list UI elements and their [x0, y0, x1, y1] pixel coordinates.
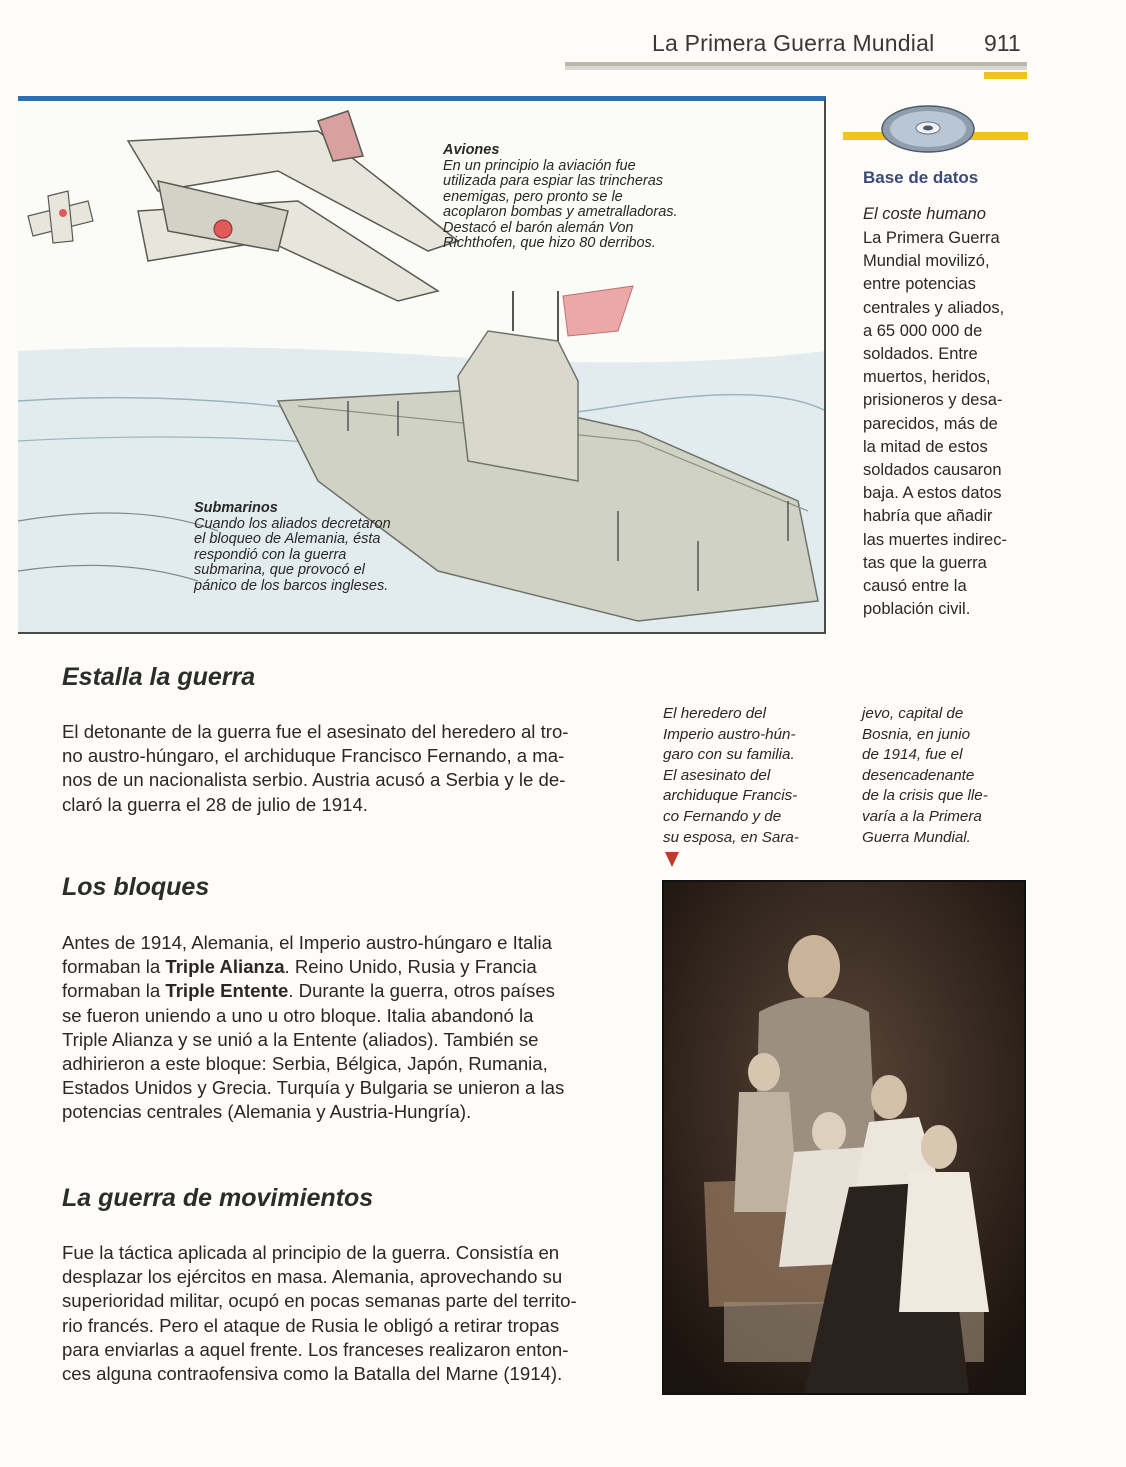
body-line: Antes de 1914, Alemania, el Imperio austro-húngaro e Italia	[62, 932, 552, 953]
body-line: adhirieron a este bloque: Serbia, Bélgica, Japón, Rumania,	[62, 1053, 548, 1075]
caption-line: archiduque Francis-	[663, 787, 798, 805]
family-photo-image	[664, 882, 1024, 1393]
body-line: potencias centrales (Alemania y Austria-Hungría).	[62, 1101, 472, 1123]
caption-line: Richthofen, que hizo 80 derribos.	[443, 235, 656, 251]
term-triple-alianza: Triple Alianza	[165, 956, 285, 978]
running-header-title: La Primera Guerra Mundial	[652, 30, 935, 56]
sidebar-line: causó entre la	[863, 577, 967, 596]
body-line: El detonante de la guerra fue el asesinato del heredero al tro-	[62, 721, 569, 742]
body-line: Triple Alianza y se unió a la Entente (aliados). También se	[62, 1028, 539, 1050]
section-title-estalla: Estalla la guerra	[62, 663, 256, 691]
caption-line: co Fernando y de	[663, 807, 782, 825]
body-line: desplazar los ejércitos en masa. Alemania, aprovechando su	[62, 1266, 563, 1288]
body-line: rio francés. Pero el ataque de Rusia le obligó a retirar tropas	[62, 1314, 560, 1336]
caption-line: el bloqueo de Alemania, ésta	[194, 531, 381, 547]
sidebar-line: la mitad de estos	[863, 437, 988, 456]
sidebar-subtitle: El coste humano	[863, 205, 986, 223]
illustration-panel	[18, 96, 826, 634]
body-line: no austro-húngaro, el archiduque Francisco Fernando, a ma-	[62, 745, 565, 767]
body-text-span: . Durante la guerra, otros países	[288, 980, 555, 1002]
caption-line: Guerra Mundial.	[862, 828, 971, 846]
sidebar-line: centrales y aliados,	[863, 298, 1005, 317]
caption-line: jevo, capital de	[862, 705, 964, 722]
body-line	[62, 979, 628, 1003]
caption-line: En un principio la aviación fue	[443, 157, 636, 174]
caption-line: su esposa, en Sara-	[663, 828, 799, 846]
caption-line: Cuando los aliados decretaron	[194, 515, 391, 532]
caption-line: varía a la Primera	[862, 807, 982, 825]
body-line: superioridad militar, ocupó en pocas semanas parte del territo-	[62, 1290, 577, 1312]
war-illustration	[18, 101, 826, 634]
body-line: ces alguna contraofensiva como la Batalla del Marne (1914).	[62, 1363, 563, 1385]
caption-line: Bosnia, en junio	[862, 725, 971, 743]
sidebar-line: soldados causaron	[863, 461, 1002, 480]
caption-aviones-title: Aviones	[443, 142, 500, 158]
body-line: para enviarlas a aquel frente. Los franceses realizaron enton-	[62, 1338, 569, 1360]
sidebar-line: las muertes indirec-	[863, 530, 1007, 549]
body-line: Fue la táctica aplicada al principio de la guerra. Consistía en	[62, 1242, 560, 1263]
body-line: nos de un nacionalista serbio. Austria acusó a Serbia y le de-	[62, 769, 566, 791]
caption-line: garo con su familia.	[663, 746, 795, 764]
caption-line: pánico de los barcos ingleses.	[194, 577, 389, 594]
body-line: Estados Unidos y Grecia. Turquía y Bulgaria se unieron a las	[62, 1077, 565, 1099]
photo-caption-col2	[862, 704, 988, 848]
sidebar-line: habría que añadir	[863, 507, 993, 526]
sidebar-line: entre potencias	[863, 275, 976, 294]
sidebar-line: muertos, heridos,	[863, 368, 991, 387]
section-body-estalla	[62, 720, 628, 817]
caption-line: Imperio austro-hún-	[663, 725, 796, 743]
sidebar-heading: Base de datos	[863, 168, 979, 187]
caption-line: utilizada para espiar las trincheras	[443, 173, 664, 189]
sidebar-line: Mundial movilizó,	[863, 252, 990, 271]
body-text-span: formaban la	[62, 980, 166, 1002]
caption-submarinos	[194, 501, 391, 594]
section-body-bloques	[62, 931, 628, 1125]
caption-line: respondió con la guerra	[194, 546, 347, 563]
section-title-bloques: Los bloques	[62, 873, 210, 901]
caption-line: Destacó el barón alemán Von	[443, 219, 634, 236]
sidebar-line: a 65 000 000 de	[863, 321, 983, 340]
sidebar-line: parecidos, más de	[863, 414, 998, 433]
section-title-movimientos: La guerra de movimientos	[62, 1184, 374, 1212]
header-accent-bar	[984, 72, 1027, 79]
sidebar-line: tas que la guerra	[863, 553, 987, 572]
sidebar-body	[863, 227, 1038, 621]
cd-disc-icon	[880, 104, 976, 154]
caption-line: de la crisis que lle-	[862, 787, 988, 805]
sidebar-line: prisioneros y desa-	[863, 391, 1003, 410]
caption-line: El asesinato del	[663, 766, 771, 784]
caption-line: acoplaron bombas y ametralladoras.	[443, 204, 678, 220]
caption-aviones	[443, 143, 678, 252]
caption-line: desencadenante	[862, 766, 975, 784]
body-line: claró la guerra el 28 de julio de 1914.	[62, 793, 368, 815]
sidebar-line: baja. A estos datos	[863, 484, 1002, 503]
caption-line: El heredero del	[663, 705, 767, 722]
body-text-span: formaban la	[62, 956, 166, 978]
family-photo	[662, 880, 1026, 1395]
photo-caption-col1	[663, 704, 799, 848]
term-triple-entente: Triple Entente	[165, 980, 289, 1002]
caption-line: enemigas, pero pronto se le	[443, 188, 623, 205]
caption-pointer-icon	[665, 852, 679, 867]
body-line: se fueron uniendo a uno u otro bloque. Italia abandonó la	[62, 1004, 534, 1026]
section-body-movimientos	[62, 1241, 628, 1386]
header-rule	[565, 62, 1027, 70]
body-text-span: . Reino Unido, Rusia y Francia	[284, 956, 537, 978]
sidebar-line: soldados. Entre	[863, 345, 978, 364]
caption-submarinos-title: Submarinos	[194, 500, 278, 516]
caption-line: submarina, que provocó el	[194, 562, 365, 578]
page-number: 911	[984, 30, 1021, 56]
sidebar-line: La Primera Guerra	[863, 229, 1000, 247]
caption-line: de 1914, fue el	[862, 746, 963, 764]
body-line	[62, 955, 628, 979]
sidebar-line: población civil.	[863, 600, 971, 619]
